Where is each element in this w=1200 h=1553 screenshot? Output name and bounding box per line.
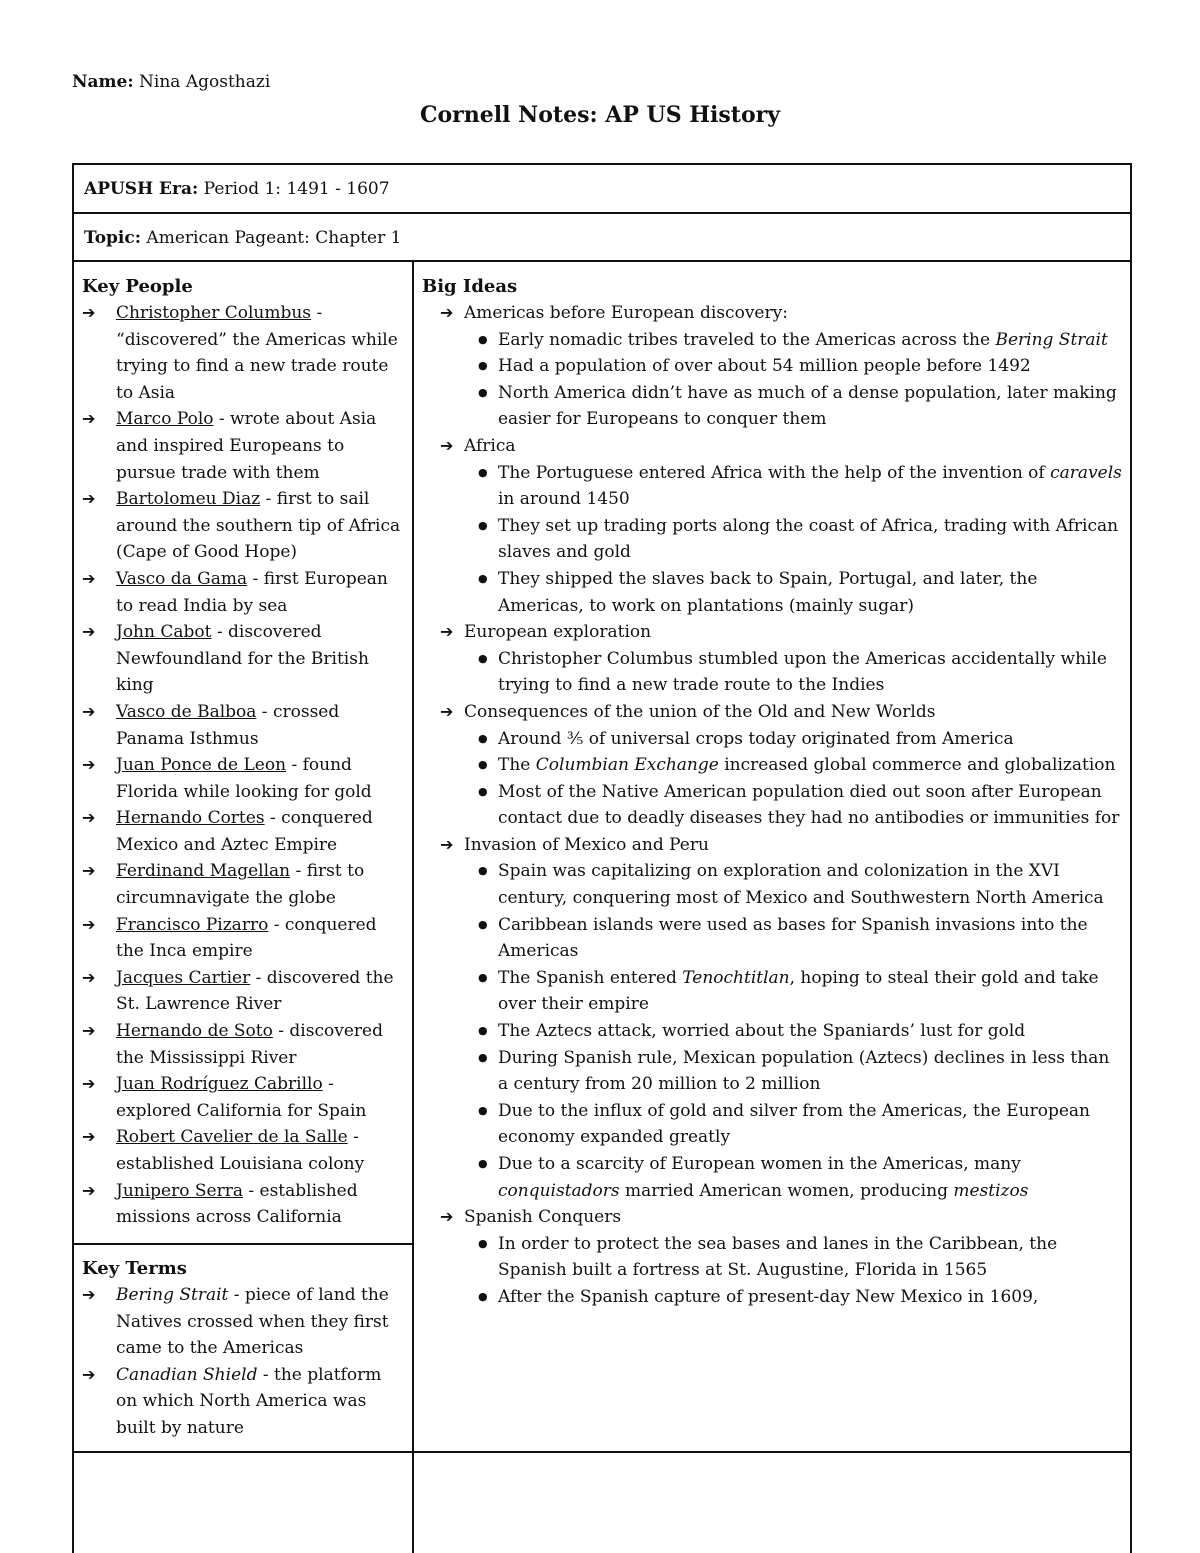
point-text: During Spanish rule, Mexican population (Aztecs) declines in less than a century from 20 million to 2 million (498, 1047, 1110, 1095)
big-idea-points (422, 646, 1122, 699)
key-person-item (82, 752, 404, 805)
big-idea-title: Consequences of the union of the Old and New Worlds (464, 701, 936, 722)
italic-term: caravels (1050, 462, 1122, 483)
key-person-item (82, 566, 404, 619)
person-name: Vasco da Gama (116, 568, 248, 589)
key-person-item (82, 486, 404, 566)
point-text: in around 1450 (498, 489, 630, 510)
point-text: Had a population of over about 54 million people before 1492 (498, 356, 1031, 377)
key-term-item (82, 1362, 404, 1442)
table-bottom-border (72, 1451, 1132, 1453)
person-description: - first to circumnavigate the globe (116, 861, 365, 909)
term-name: Canadian Shield (116, 1364, 258, 1385)
big-idea-point (422, 858, 1122, 911)
key-people-heading: Key People (82, 276, 193, 297)
point-text: The Portuguese entered Africa with the help of the invention of (498, 462, 1051, 483)
key-terms-divider (72, 1243, 414, 1245)
page-title: Cornell Notes: AP US History (420, 102, 780, 128)
person-description: - wrote about Asia and inspired Europeans to pursue trade with them (116, 409, 377, 483)
big-idea-point (422, 380, 1122, 433)
italic-term: conquistadors (498, 1180, 620, 1201)
big-idea-title: European exploration (464, 622, 652, 643)
big-idea-points (422, 858, 1122, 1204)
topic-value: American Pageant: Chapter 1 (146, 228, 402, 248)
big-idea-point (422, 1045, 1122, 1098)
big-ideas-section (422, 274, 1122, 1311)
italic-term: mestizos (953, 1180, 1029, 1201)
point-text: The Spanish entered (498, 967, 683, 988)
big-idea-points (422, 327, 1122, 433)
point-text: They set up trading ports along the coast of Africa, trading with African slaves and gold (498, 515, 1119, 563)
person-description: - found Florida while looking for gold (116, 755, 372, 802)
person-name: Christopher Columbus (116, 303, 312, 323)
big-idea-title: Africa (464, 435, 516, 456)
italic-term: Tenochtitlan (682, 967, 790, 988)
point-text: Most of the Native American population died out soon after European contact due to deadly diseases they had no antibodies or immunities for (498, 781, 1120, 829)
big-idea-point (422, 965, 1122, 1018)
term-name: Bering Strait (116, 1285, 229, 1305)
big-idea-point (422, 1151, 1122, 1204)
key-person-item (82, 406, 404, 486)
era-value: Period 1: 1491 - 1607 (203, 179, 390, 199)
key-person-item (82, 805, 404, 858)
big-idea-section (422, 300, 1122, 433)
key-person-item (82, 1178, 404, 1231)
big-idea-point (422, 353, 1122, 380)
name-label: Name: (72, 72, 134, 92)
big-idea-section (422, 433, 1122, 619)
person-description: - conquered the Inca empire (116, 914, 377, 962)
key-person-item (82, 858, 404, 911)
big-idea-title: Americas before European discovery: (464, 303, 788, 323)
big-idea-point (422, 1098, 1122, 1151)
key-person-item (82, 912, 404, 965)
point-text: The (498, 755, 536, 776)
italic-term: Columbian Exchange (535, 755, 719, 776)
point-text: Early nomadic tribes traveled to the Americas across the (498, 329, 996, 350)
big-idea-points (422, 460, 1122, 620)
person-description: - discovered the Mississippi River (116, 1021, 383, 1068)
person-name: Marco Polo (116, 409, 214, 430)
key-person-item (82, 1018, 404, 1071)
person-name: Francisco Pizarro (116, 914, 269, 935)
big-idea-point (422, 779, 1122, 832)
person-description: - explored California for Spain (116, 1074, 367, 1121)
big-idea-point (422, 1018, 1122, 1045)
key-person-item (82, 619, 404, 699)
italic-term: Bering Strait (995, 329, 1108, 350)
key-people-list (82, 300, 404, 1231)
student-name-line (72, 72, 270, 92)
person-description: - “discovered” the Americas while trying to find a new trade route to Asia (116, 303, 398, 403)
point-text: North America didn’t have as much of a dense population, later making easier for Europeans to conquer them (498, 382, 1117, 430)
point-text: married American women, producing (619, 1180, 954, 1201)
person-name: Juan Ponce de Leon (116, 755, 287, 776)
point-text: Due to a scarcity of European women in the Americas, many (498, 1154, 1021, 1174)
topic-label: Topic: (84, 228, 142, 248)
big-idea-point (422, 646, 1122, 699)
big-idea-point (422, 513, 1122, 566)
person-description: - first European to read India by sea (116, 568, 388, 616)
person-name: Ferdinand Magellan (116, 861, 291, 882)
big-idea-point (422, 1284, 1122, 1311)
key-person-item (82, 1124, 404, 1177)
point-text: The Aztecs attack, worried about the Spaniards’ lust for gold (498, 1021, 1026, 1042)
point-text: Around ⅗ of universal crops today originated from America (498, 728, 1014, 749)
person-name: Hernando Cortes (116, 808, 265, 829)
key-person-item (82, 300, 404, 406)
point-text: , hoping to steal their gold and take over their empire (498, 967, 1099, 1015)
key-terms-section (82, 1256, 404, 1442)
person-description: - conquered Mexico and Aztec Empire (116, 808, 373, 855)
point-text: After the Spanish capture of present-day New Mexico in 1609, (498, 1286, 1039, 1307)
point-text: Christopher Columbus stumbled upon the Americas accidentally while trying to find a new trade route to the Indies (498, 648, 1107, 696)
key-term-item (82, 1282, 404, 1362)
key-terms-list (82, 1282, 404, 1442)
era-row (72, 163, 1132, 213)
point-text: Due to the influx of gold and silver from the Americas, the European economy expanded greatly (498, 1100, 1090, 1148)
person-description: - crossed Panama Isthmus (116, 701, 340, 749)
big-idea-points (422, 726, 1122, 832)
key-person-item (82, 1071, 404, 1124)
key-terms-heading: Key Terms (82, 1258, 187, 1279)
person-name: John Cabot (116, 622, 212, 643)
point-text: In order to protect the sea bases and lanes in the Caribbean, the Spanish built a fortress at St. Augustine, Florida in 1565 (498, 1233, 1058, 1281)
big-idea-section (422, 619, 1122, 699)
big-idea-point (422, 726, 1122, 753)
point-text: Caribbean islands were used as bases for Spanish invasions into the Americas (498, 914, 1088, 962)
person-description: - first to sail around the southern tip of Africa (Cape of Good Hope) (116, 489, 401, 563)
person-name: Junipero Serra (116, 1180, 243, 1201)
big-idea-point (422, 327, 1122, 354)
person-description: - discovered Newfoundland for the British king (116, 622, 369, 696)
big-idea-section (422, 699, 1122, 832)
person-description: - established missions across California (116, 1180, 358, 1228)
term-description: - the platform on which North America was built by nature (116, 1364, 382, 1438)
person-name: Bartolomeu Diaz (116, 489, 261, 510)
key-person-item (82, 965, 404, 1018)
person-name: Juan Rodríguez Cabrillo (116, 1074, 323, 1095)
person-name: Robert Cavelier de la Salle (116, 1127, 348, 1148)
topic-row (72, 212, 1132, 262)
point-text: Spain was capitalizing on exploration and colonization in the XVI century, conquering most of Mexico and Southwestern North America (498, 861, 1104, 909)
key-person-item (82, 699, 404, 752)
person-name: Vasco de Balboa (116, 701, 257, 722)
big-idea-points (422, 1231, 1122, 1311)
person-name: Jacques Cartier (116, 967, 251, 988)
big-idea-section (422, 832, 1122, 1204)
big-ideas-heading: Big Ideas (422, 276, 518, 297)
big-idea-point (422, 566, 1122, 619)
big-idea-point (422, 460, 1122, 513)
term-description: - piece of land the Natives crossed when they first came to the Americas (116, 1285, 389, 1359)
person-description: - established Louisiana colony (116, 1127, 365, 1174)
era-label: APUSH Era: (84, 179, 199, 199)
point-text: increased global commerce and globalization (718, 755, 1116, 776)
big-idea-title: Spanish Conquers (464, 1207, 622, 1228)
big-ideas-list (422, 300, 1122, 1311)
big-idea-point (422, 912, 1122, 965)
big-idea-point (422, 752, 1122, 779)
person-name: Hernando de Soto (116, 1021, 273, 1042)
person-description: - discovered the St. Lawrence River (116, 967, 394, 1015)
big-idea-section (422, 1204, 1122, 1310)
big-idea-point (422, 1231, 1122, 1284)
big-idea-title: Invasion of Mexico and Peru (464, 834, 709, 855)
key-people-section (82, 274, 404, 1231)
point-text: They shipped the slaves back to Spain, Portugal, and later, the Americas, to work on plantations (mainly sugar) (498, 568, 1038, 616)
student-name: Nina Agosthazi (139, 72, 271, 92)
